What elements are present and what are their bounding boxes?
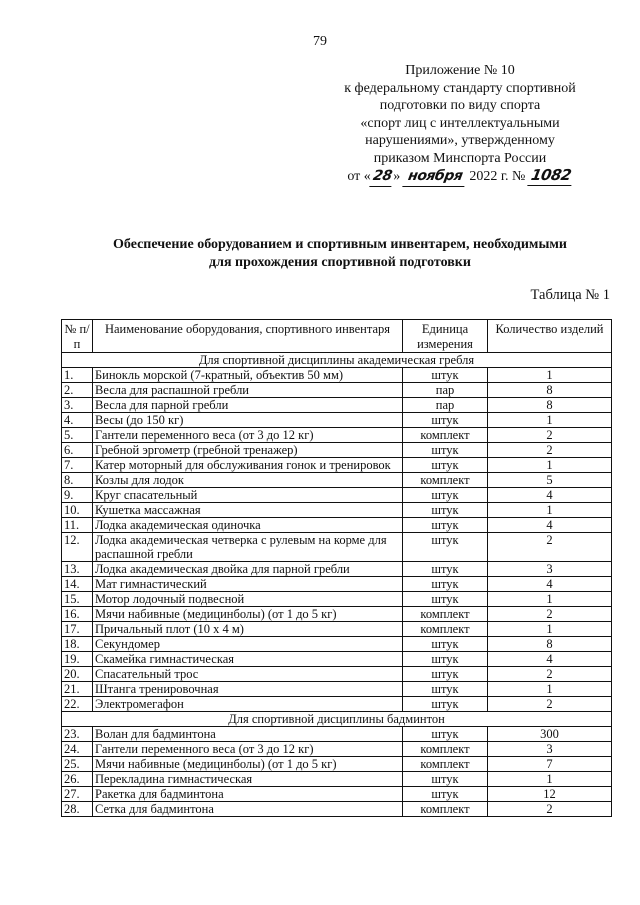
table-row <box>62 488 612 503</box>
table-row <box>62 607 612 622</box>
cell-num: 9. <box>62 488 93 503</box>
cell-qty: 5 <box>488 473 612 488</box>
cell-qty: 2 <box>488 607 612 622</box>
cell-qty: 2 <box>488 428 612 443</box>
cell-num: 3. <box>62 398 93 413</box>
cell-qty: 1 <box>488 682 612 697</box>
cell-num: 6. <box>62 443 93 458</box>
cell-num: 8. <box>62 473 93 488</box>
table-row <box>62 383 612 398</box>
table-row <box>62 637 612 652</box>
equipment-table <box>61 319 612 817</box>
table-row <box>62 458 612 473</box>
cell-unit: пар <box>403 398 488 413</box>
cell-qty: 7 <box>488 757 612 772</box>
handwritten-day: 28 <box>369 168 395 187</box>
cell-num: 14. <box>62 577 93 592</box>
table-row <box>62 592 612 607</box>
cell-num: 11. <box>62 518 93 533</box>
cell-qty: 1 <box>488 368 612 383</box>
appendix-line: Приложение № 10 <box>405 63 515 78</box>
cell-qty: 2 <box>488 697 612 712</box>
table-row <box>62 667 612 682</box>
cell-name: Гребной эргометр (гребной тренажер) <box>93 443 403 458</box>
table-row <box>62 473 612 488</box>
cell-unit: штук <box>403 533 488 562</box>
cell-qty: 1 <box>488 503 612 518</box>
appendix-line: к федеральному стандарту спортивной <box>344 80 576 96</box>
cell-unit: штук <box>403 787 488 802</box>
cell-qty: 3 <box>488 742 612 757</box>
table-row <box>62 562 612 577</box>
table-row <box>62 518 612 533</box>
table-label: Таблица № 1 <box>530 287 610 303</box>
table-row <box>62 697 612 712</box>
table-body <box>62 353 612 817</box>
cell-unit: штук <box>403 682 488 697</box>
cell-name: Мотор лодочный подвесной <box>93 592 403 607</box>
table-row <box>62 742 612 757</box>
cell-name: Электромегафон <box>93 697 403 712</box>
appendix-line: приказом Минспорта России <box>373 150 547 166</box>
cell-qty: 3 <box>488 562 612 577</box>
cell-name: Весла для парной гребли <box>93 398 403 413</box>
cell-name: Кушетка массажная <box>93 503 403 518</box>
header-num: № п/п <box>62 320 93 353</box>
cell-name: Весла для распашной гребли <box>93 383 403 398</box>
cell-num: 5. <box>62 428 93 443</box>
cell-qty: 4 <box>488 652 612 667</box>
cell-qty: 300 <box>488 727 612 742</box>
cell-unit: штук <box>403 503 488 518</box>
appendix-header <box>310 62 610 187</box>
cell-num: 20. <box>62 667 93 682</box>
cell-name: Круг спасательный <box>93 488 403 503</box>
cell-qty: 8 <box>488 383 612 398</box>
cell-name: Спасательный трос <box>93 667 403 682</box>
cell-unit: штук <box>403 518 488 533</box>
cell-num: 1. <box>62 368 93 383</box>
cell-qty: 4 <box>488 488 612 503</box>
cell-num: 16. <box>62 607 93 622</box>
table-row <box>62 428 612 443</box>
handwritten-month: ноября <box>402 168 467 187</box>
cell-num: 25. <box>62 757 93 772</box>
cell-unit: штук <box>403 368 488 383</box>
appendix-line: подготовки по виду спорта <box>379 98 541 113</box>
table-row <box>62 802 612 817</box>
appendix-line: нарушениями», утвержденному <box>365 133 555 148</box>
cell-unit: штук <box>403 727 488 742</box>
cell-unit: пар <box>403 383 488 398</box>
cell-unit: комплект <box>403 428 488 443</box>
cell-qty: 1 <box>488 592 612 607</box>
cell-unit: комплект <box>403 622 488 637</box>
cell-num: 24. <box>62 742 93 757</box>
cell-unit: штук <box>403 652 488 667</box>
date-prefix: от « <box>347 169 371 184</box>
cell-num: 17. <box>62 622 93 637</box>
cell-name: Лодка академическая четверка с рулевым на корме для распашной гребли <box>93 533 403 562</box>
page-number: 79 <box>313 34 327 49</box>
cell-unit: штук <box>403 488 488 503</box>
cell-unit: комплект <box>403 607 488 622</box>
table-row <box>62 682 612 697</box>
cell-name: Перекладина гимнастическая <box>93 772 403 787</box>
cell-num: 23. <box>62 727 93 742</box>
table-row <box>62 787 612 802</box>
cell-unit: комплект <box>403 473 488 488</box>
cell-num: 26. <box>62 772 93 787</box>
cell-unit: комплект <box>403 742 488 757</box>
title-line-2: для прохождения спортивной подготовки <box>209 255 471 270</box>
cell-name: Гантели переменного веса (от 3 до 12 кг) <box>93 428 403 443</box>
cell-name: Штанга тренировочная <box>93 682 403 697</box>
title-line-1: Обеспечение оборудованием и спортивным инвентарем, необходимыми <box>113 237 567 252</box>
cell-unit: штук <box>403 772 488 787</box>
table-row <box>62 443 612 458</box>
handwritten-order-number: 1082 <box>527 167 574 186</box>
cell-num: 13. <box>62 562 93 577</box>
section-title: Для спортивной дисциплины бадминтон <box>62 712 612 727</box>
cell-name: Волан для бадминтона <box>93 727 403 742</box>
cell-num: 10. <box>62 503 93 518</box>
date-mid: » <box>393 169 401 184</box>
cell-num: 15. <box>62 592 93 607</box>
cell-name: Весы (до 150 кг) <box>93 413 403 428</box>
cell-qty: 1 <box>488 622 612 637</box>
cell-unit: штук <box>403 443 488 458</box>
cell-name: Мат гимнастический <box>93 577 403 592</box>
cell-name: Бинокль морской (7-кратный, объектив 50 мм) <box>93 368 403 383</box>
cell-num: 18. <box>62 637 93 652</box>
cell-num: 22. <box>62 697 93 712</box>
cell-name: Лодка академическая одиночка <box>93 518 403 533</box>
date-year: 2022 г. № <box>469 169 526 184</box>
cell-unit: штук <box>403 667 488 682</box>
cell-unit: штук <box>403 562 488 577</box>
section-title: Для спортивной дисциплины академическая гребля <box>62 353 612 368</box>
cell-unit: штук <box>403 413 488 428</box>
table-row <box>62 398 612 413</box>
table-header-row <box>62 320 612 353</box>
cell-name: Ракетка для бадминтона <box>93 787 403 802</box>
cell-qty: 8 <box>488 398 612 413</box>
cell-unit: штук <box>403 577 488 592</box>
cell-unit: комплект <box>403 757 488 772</box>
cell-num: 28. <box>62 802 93 817</box>
cell-name: Катер моторный для обслуживания гонок и тренировок <box>93 458 403 473</box>
cell-name: Скамейка гимнастическая <box>93 652 403 667</box>
appendix-line: «спорт лиц с интеллектуальными <box>360 115 560 131</box>
cell-num: 21. <box>62 682 93 697</box>
cell-qty: 4 <box>488 577 612 592</box>
cell-num: 7. <box>62 458 93 473</box>
cell-name: Сетка для бадминтона <box>93 802 403 817</box>
header-name: Наименование оборудования, спортивного инвентаря <box>93 320 403 353</box>
cell-qty: 2 <box>488 802 612 817</box>
cell-name: Козлы для лодок <box>93 473 403 488</box>
cell-qty: 2 <box>488 667 612 682</box>
cell-num: 2. <box>62 383 93 398</box>
table-row <box>62 727 612 742</box>
header-unit: Единица измерения <box>403 320 488 353</box>
table-row <box>62 503 612 518</box>
cell-unit: штук <box>403 637 488 652</box>
cell-name: Гантели переменного веса (от 3 до 12 кг) <box>93 742 403 757</box>
cell-num: 19. <box>62 652 93 667</box>
cell-unit: штук <box>403 458 488 473</box>
cell-qty: 4 <box>488 518 612 533</box>
cell-qty: 8 <box>488 637 612 652</box>
document-title <box>40 236 640 272</box>
cell-name: Секундомер <box>93 637 403 652</box>
table-row <box>62 533 612 562</box>
cell-qty: 1 <box>488 458 612 473</box>
table-row <box>62 368 612 383</box>
section-row <box>62 712 612 727</box>
cell-qty: 12 <box>488 787 612 802</box>
cell-name: Мячи набивные (медицинболы) (от 1 до 5 кг) <box>93 607 403 622</box>
table-row <box>62 577 612 592</box>
cell-num: 12. <box>62 533 93 562</box>
order-date-line <box>310 167 610 187</box>
cell-unit: штук <box>403 592 488 607</box>
cell-num: 27. <box>62 787 93 802</box>
table-row <box>62 652 612 667</box>
cell-name: Мячи набивные (медицинболы) (от 1 до 5 кг) <box>93 757 403 772</box>
table-row <box>62 772 612 787</box>
header-qty: Количество изделий <box>488 320 612 353</box>
table-row <box>62 757 612 772</box>
cell-unit: комплект <box>403 802 488 817</box>
cell-qty: 2 <box>488 533 612 562</box>
cell-qty: 1 <box>488 413 612 428</box>
cell-num: 4. <box>62 413 93 428</box>
cell-qty: 2 <box>488 443 612 458</box>
section-row <box>62 353 612 368</box>
cell-name: Лодка академическая двойка для парной гребли <box>93 562 403 577</box>
cell-unit: штук <box>403 697 488 712</box>
table-row <box>62 413 612 428</box>
table-row <box>62 622 612 637</box>
cell-qty: 1 <box>488 772 612 787</box>
cell-name: Причальный плот (10 х 4 м) <box>93 622 403 637</box>
